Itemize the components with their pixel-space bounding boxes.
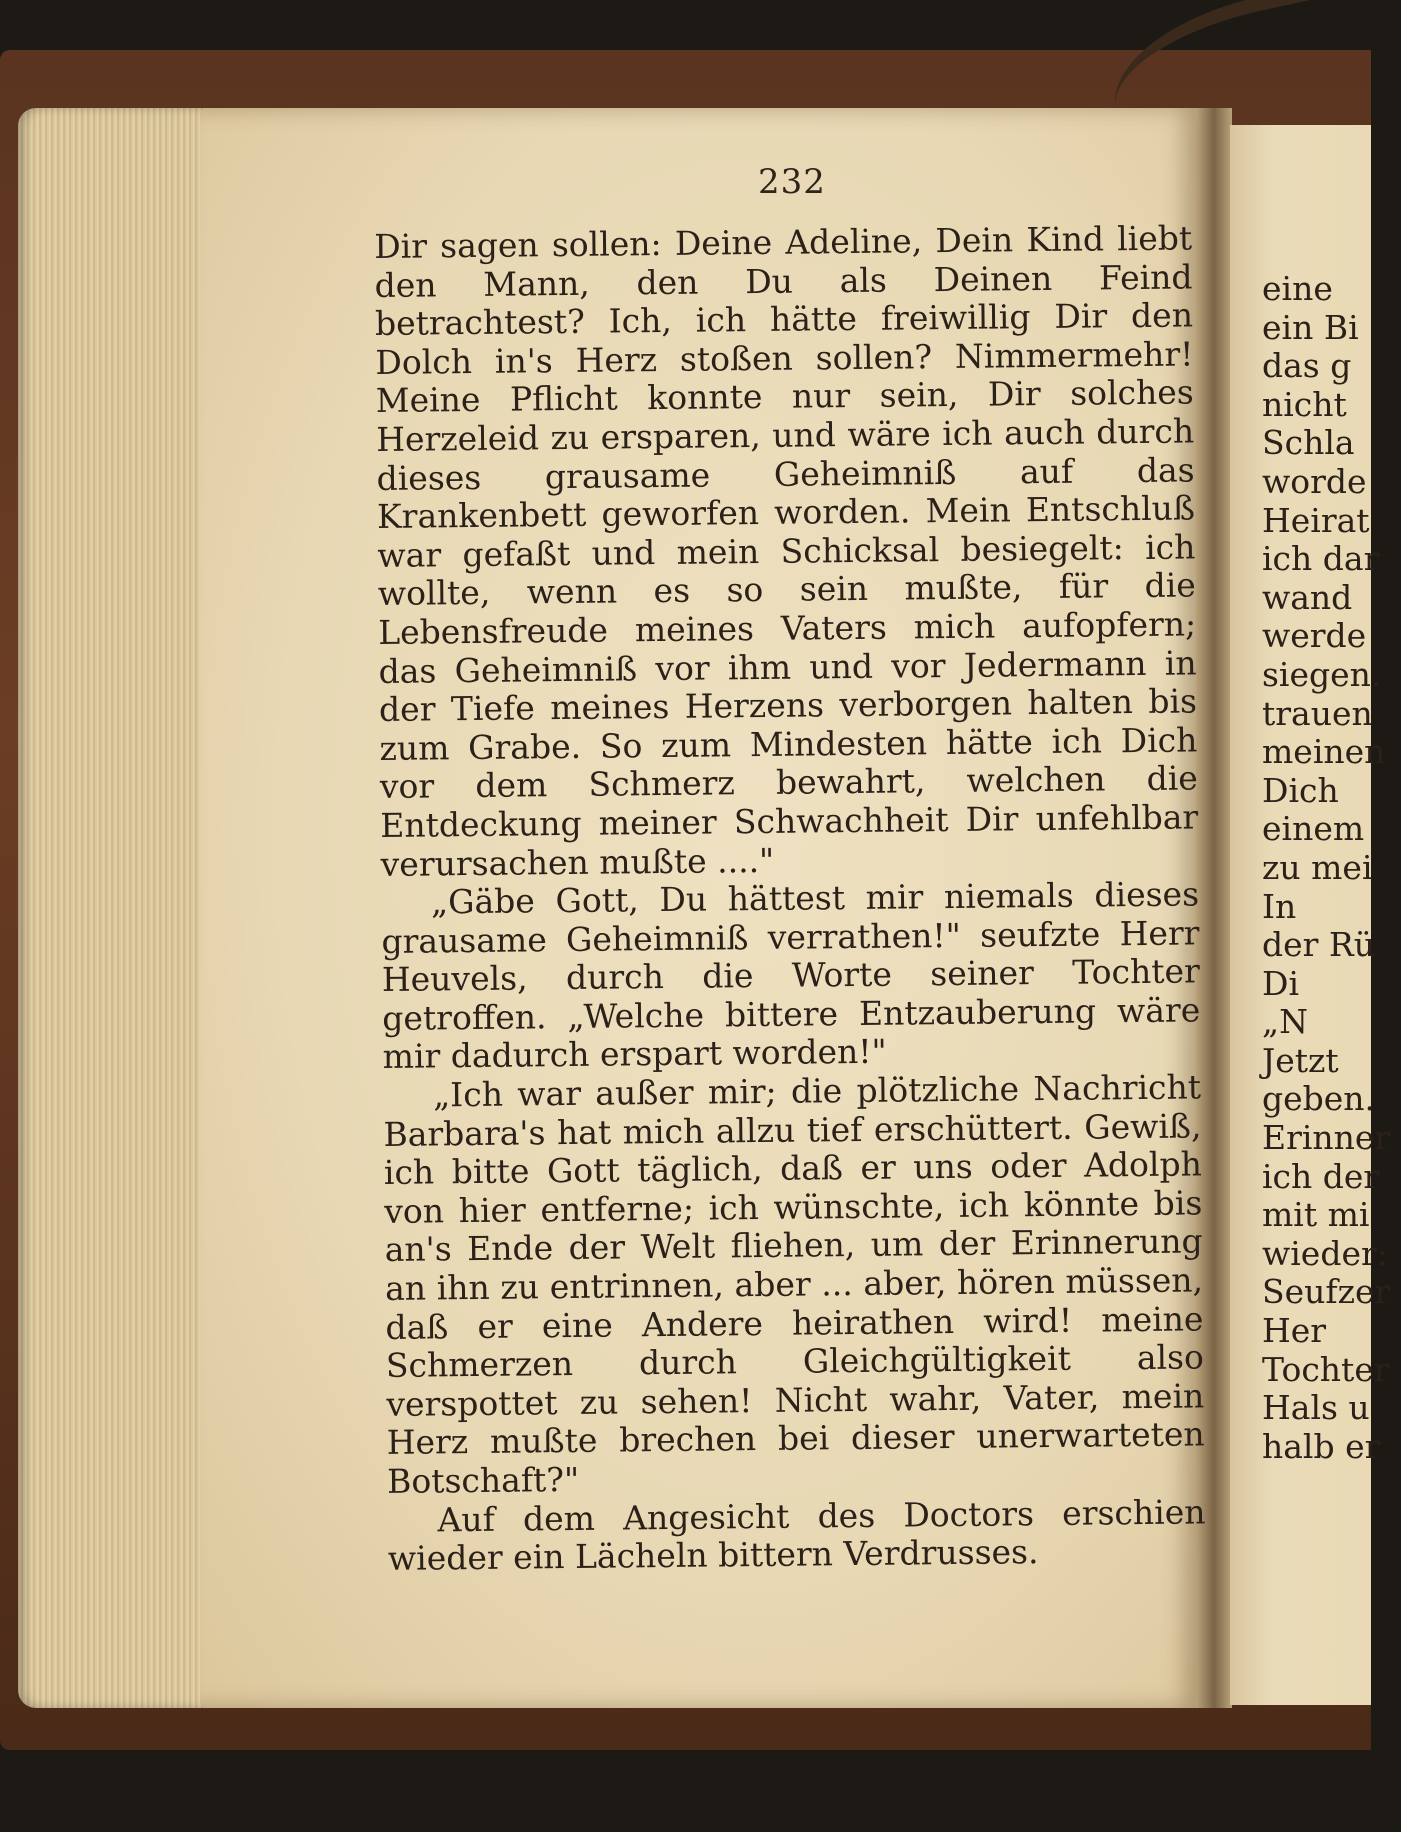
right-page-line: meinen [1262,732,1386,772]
right-page-line: Jetzt [1262,1040,1339,1080]
right-page-line: siegen. [1262,654,1382,694]
right-page-line: zu mei [1262,847,1373,887]
right-page-line: einem [1262,809,1365,849]
right-page-line: ich dar [1262,539,1380,579]
paragraph: Dir sagen sollen: Deine Adeline, Dein Kind liebt den Mann, den Du als Deinen Feind betrachtest? Ich, ich hätte freiwillig Dir den Dolch in's Herz stoßen sollen? Nimmermehr! Meine Pflicht konnte nur sein, Dir solches Herzeleid zu ersparen, und wäre ich auch durch dieses grausame Geheimniß auf das Krankenbett geworfen worden. Mein Entschluß war gefaßt und mein Schicksal besiegelt: ich wollte, wenn es so sein mußte, für die Lebensfreude meines Vaters mich aufopfern; das Geheimniß vor ihm und vor Jedermann in der Tiefe meines Herzens verborgen halten bis zum Grabe. So zum Mindesten hätte ich Dich vor dem Schmerz bewahrt, welchen die Entdeckung meiner Schwachheit Dir unfehlbar verursachen mußte ...." [373,218,1199,884]
right-page-line: werde [1262,616,1367,656]
right-page-line: Erinner [1262,1118,1391,1158]
right-page-line: „N [1262,1002,1308,1042]
right-page-line: Seufzer [1262,1272,1391,1312]
right-page-line: Heirat [1262,500,1370,540]
page-number: 232 [758,162,826,202]
right-page-line: In [1262,886,1297,926]
right-page-line: geben. [1262,1079,1376,1119]
right-page-line: Hals u [1262,1388,1370,1428]
right-page-line: Tochter [1262,1349,1390,1389]
body-text [374,219,1206,1578]
right-page-line: Schla [1262,423,1355,463]
right-page-line: der Rü [1262,925,1376,965]
right-page-line: halb er [1262,1426,1381,1466]
right-page-line: mit mi [1262,1195,1370,1235]
paragraph: Auf dem Angesicht des Doctors erschien wieder ein Lächeln bittern Verdrusses. [387,1491,1206,1579]
right-page-text [1262,269,1391,1466]
right-page-line: ich der [1262,1156,1380,1196]
right-page-line: ein Bi [1262,307,1359,347]
right-page-line: trauen [1262,693,1373,733]
right-page-line: Her [1262,1311,1327,1351]
right-page-line: Di [1262,963,1300,1003]
paragraph: „Gäbe Gott, Du hättest mir niemals dieses grausame Geheimniß verrathen!" seufzte Herr Heuvels, durch die Worte seiner Tochter getroffen. „Welche bittere Entzauberung wäre mir dadurch erspart worden!" [381,874,1201,1077]
paragraph: „Ich war außer mir; die plötzliche Nachricht Barbara's hat mich allzu tief erschüttert. Gewiß, ich bitte Gott täglich, daß er uns oder Adolph von hier entferne; ich wünschte, ich könnte bis an's Ende der Welt fliehen, um der Erinnerung an ihn zu entrinnen, aber ... aber, hören müssen, daß er eine Andere heirathen wird! meine Schmerzen durch Gleichgültigkeit also verspottet zu sehen! Nicht wahr, Vater, mein Herz mußte brechen bei dieser unerwarteten Botschaft?" [383,1067,1205,1501]
right-page-line: das g [1262,346,1352,386]
right-page-line: eine [1262,269,1333,308]
right-page-line: nicht [1262,384,1347,424]
right-page-line: wand [1262,577,1353,617]
right-page-line: wieder: [1262,1233,1388,1273]
right-page-line: worde [1262,461,1367,501]
right-page-line: Dich [1262,770,1339,810]
